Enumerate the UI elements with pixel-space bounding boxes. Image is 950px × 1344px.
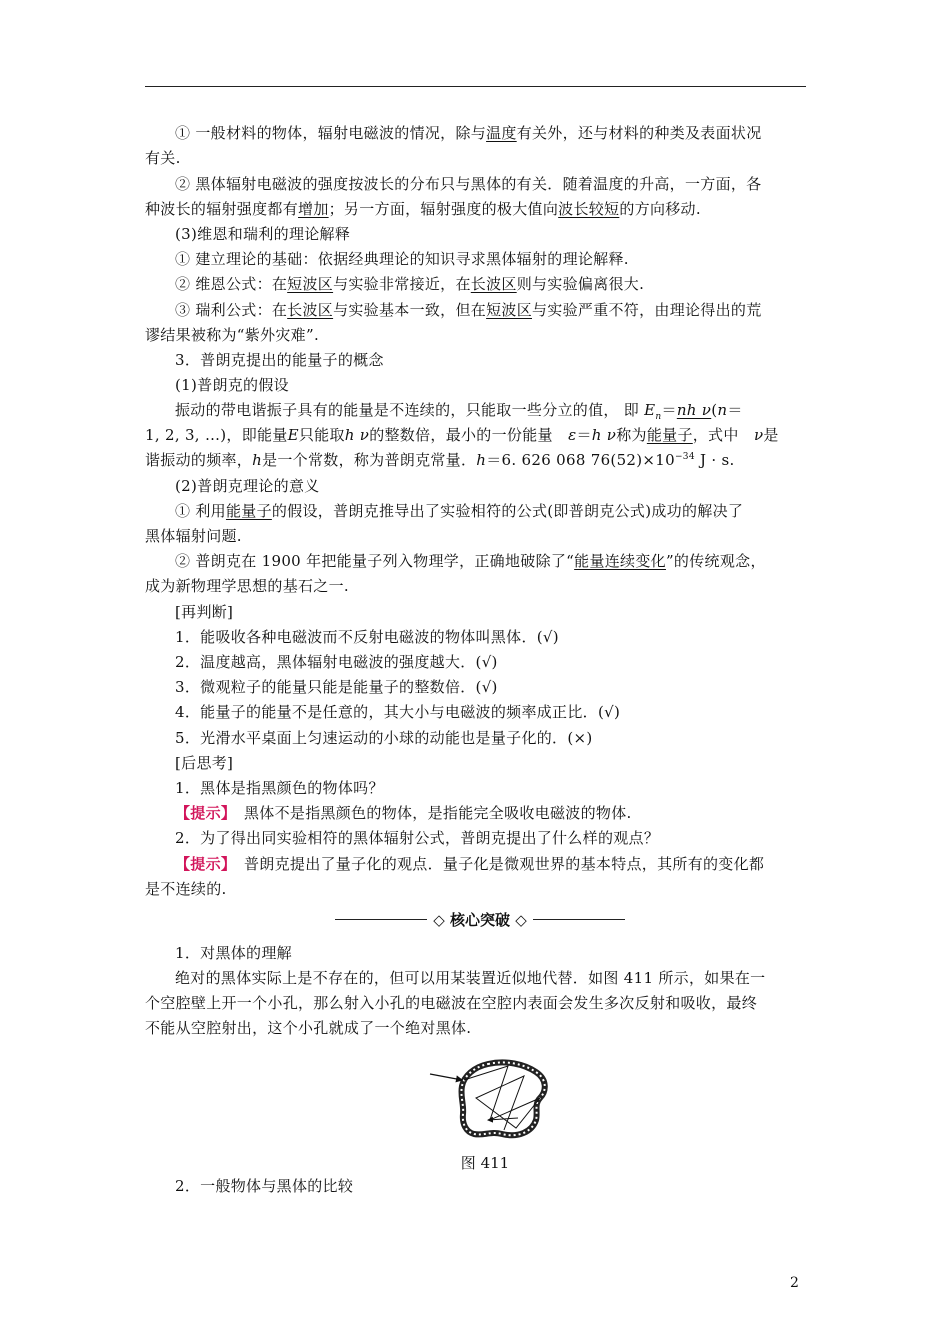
page-number: 2 bbox=[790, 1275, 799, 1291]
incident-ray bbox=[430, 1074, 462, 1080]
section-heading: 3．普朗克提出的能量子的概念 bbox=[175, 351, 384, 369]
text-line: 1, 2, 3, …)，即能量E只能取h ν的整数倍，最小的一份能量 ε＝h ν称为能量子，式中 ν是 bbox=[145, 426, 779, 444]
answer: 【提示】 黑体不是指黑颜色的物体，是指能完全吸收电磁波的物体. bbox=[175, 804, 632, 822]
header-rule bbox=[145, 86, 806, 87]
list-item: 2．温度越高，黑体辐射电磁波的强度越大．(√) bbox=[175, 653, 498, 671]
question: 1．黑体是指黑颜色的物体吗？ bbox=[175, 779, 384, 797]
core-section-title: ◇ 核心突破 ◇ bbox=[335, 909, 625, 929]
text-line: ② 维恩公式：在短波区与实验非常接近，在长波区则与实验偏离很大. bbox=[175, 275, 645, 293]
list-item: 5．光滑水平桌面上匀速运动的小球的动能也是量子化的．(×) bbox=[175, 729, 593, 747]
cavity-wall bbox=[461, 1062, 544, 1135]
tip-label: 【提示】 bbox=[175, 855, 229, 873]
text-line: ① 建立理论的基础：依据经典理论的知识寻求黑体辐射的理论解释. bbox=[175, 250, 629, 268]
text-line: 绝对的黑体实际上是不存在的，但可以用某装置近似地代替．如图 411 所示，如果在一 bbox=[175, 969, 766, 987]
cavity-figure bbox=[428, 1058, 554, 1140]
section-heading: [再判断] bbox=[175, 603, 234, 621]
reflected-rays bbox=[464, 1066, 540, 1130]
title-rule-left bbox=[335, 919, 427, 920]
text-line: 有关. bbox=[145, 149, 181, 167]
text-line: ① 一般材料的物体，辐射电磁波的情况，除与温度有关外，还与材料的种类及表面状况 bbox=[175, 124, 762, 142]
list-item: 4．能量子的能量不是任意的，其大小与电磁波的频率成正比．(√) bbox=[175, 703, 621, 721]
text-line: 种波长的辐射强度都有增加；另一方面，辐射强度的极大值向波长较短的方向移动. bbox=[145, 200, 701, 218]
section-heading: (3)维恩和瑞利的理论解释 bbox=[175, 225, 351, 243]
text-line: ③ 瑞利公式：在长波区与实验基本一致，但在短波区与实验严重不符，由理论得出的荒 bbox=[175, 301, 762, 319]
text-line: 黑体辐射问题. bbox=[145, 527, 242, 545]
tip-label: 【提示】 bbox=[175, 804, 229, 822]
section-heading: (1)普朗克的假设 bbox=[175, 376, 289, 394]
section-heading: (2)普朗克理论的意义 bbox=[175, 477, 320, 495]
section-heading: 1．对黑体的理解 bbox=[175, 944, 292, 962]
text-line: 谬结果被称为“紫外灾难”. bbox=[145, 326, 320, 344]
answer: 是不连续的. bbox=[145, 880, 227, 898]
list-item: 1．能吸收各种电磁波而不反射电磁波的物体叫黑体．(√) bbox=[175, 628, 559, 646]
text-line: 个空腔壁上开一个小孔，那么射入小孔的电磁波在空腔内表面会发生多次反射和吸收，最终 bbox=[145, 994, 758, 1012]
text-line: 谐振动的频率，h是一个常数，称为普朗克常量．h＝6. 626 068 $76(52)\times 10^{-34}$ J · s. bbox=[145, 451, 735, 469]
section-heading: 2．一般物体与黑体的比较 bbox=[175, 1177, 354, 1195]
question: 2．为了得出同实验相符的黑体辐射公式，普朗克提出了什么样的观点？ bbox=[175, 829, 660, 847]
text-line: 振动的带电谐振子具有的能量是不连续的，只能取一些分立的值， 即 $E_n=nh$ ν(n＝ bbox=[175, 401, 743, 422]
text-line: ② 黑体辐射电磁波的强度按波长的分布只与黑体的有关．随着温度的升高，一方面，各 bbox=[175, 175, 762, 193]
section-heading: [后思考] bbox=[175, 754, 234, 772]
text-line: ② 普朗克在 1900 年把能量子列入物理学，正确地破除了“能量连续变化”的传统观念， bbox=[175, 552, 766, 570]
figure-caption: 图 411 bbox=[460, 1154, 510, 1172]
answer: 【提示】 普朗克提出了量子化的观点．量子化是微观世界的基本特点，其所有的变化都 bbox=[175, 855, 765, 873]
list-item: 3．微观粒子的能量只能是能量子的整数倍．(√) bbox=[175, 678, 498, 696]
text-line: ① 利用能量子的假设，普朗克推导出了实验相符的公式(即普朗克公式)成功的解决了 bbox=[175, 502, 744, 520]
text-line: 不能从空腔射出，这个小孔就成了一个绝对黑体. bbox=[145, 1019, 472, 1037]
title-rule-right bbox=[533, 919, 625, 920]
text-line: 成为新物理学思想的基石之一. bbox=[145, 577, 349, 595]
